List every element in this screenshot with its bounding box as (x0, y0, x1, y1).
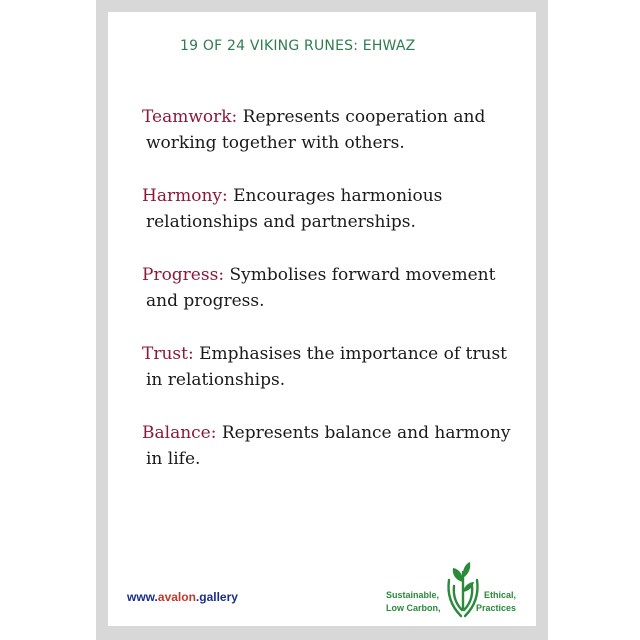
eco-text-sustainable: Sustainable, (386, 590, 440, 600)
meaning-term: Trust: (142, 344, 194, 364)
meaning-term: Progress: (142, 265, 225, 285)
meaning-text: Represents balance and harmony (216, 423, 511, 443)
eco-text-ethical: Ethical, (484, 590, 517, 600)
website-link[interactable] (127, 590, 238, 604)
meaning-entry-balance (142, 420, 522, 472)
website-brand: avalon (157, 590, 196, 604)
hands-with-seedling-icon (443, 560, 483, 618)
meaning-text: Encourages harmonious (227, 186, 443, 206)
meaning-text-continued: in relationships. (146, 370, 286, 390)
eco-text-practices: Practices (476, 603, 517, 613)
meaning-entry-teamwork (142, 104, 522, 156)
meaning-text-continued: in life. (146, 449, 201, 469)
meaning-entry-trust (142, 341, 522, 393)
rune-card (108, 12, 536, 626)
meaning-text-continued: relationships and partnerships. (146, 212, 416, 232)
website-suffix: .gallery (195, 590, 238, 604)
meaning-text-continued: and progress. (146, 291, 265, 311)
meaning-entry-progress (142, 262, 522, 314)
card-title: 19 OF 24 VIKING RUNES: EHWAZ (180, 38, 416, 54)
meaning-text: Emphasises the importance of trust (193, 344, 508, 364)
rune-meanings-list (142, 104, 522, 499)
eco-badge (386, 560, 526, 620)
meaning-term: Balance: (142, 423, 217, 443)
meaning-term: Harmony: (142, 186, 228, 206)
website-prefix: www. (127, 590, 158, 604)
meaning-term: Teamwork: (142, 107, 238, 127)
meaning-text: Symbolises forward movement (224, 265, 496, 285)
meaning-text: Represents cooperation and (237, 107, 486, 127)
meaning-entry-harmony (142, 183, 522, 235)
eco-text-low-carbon: Low Carbon, (386, 603, 441, 613)
meaning-text-continued: working together with others. (146, 133, 405, 153)
